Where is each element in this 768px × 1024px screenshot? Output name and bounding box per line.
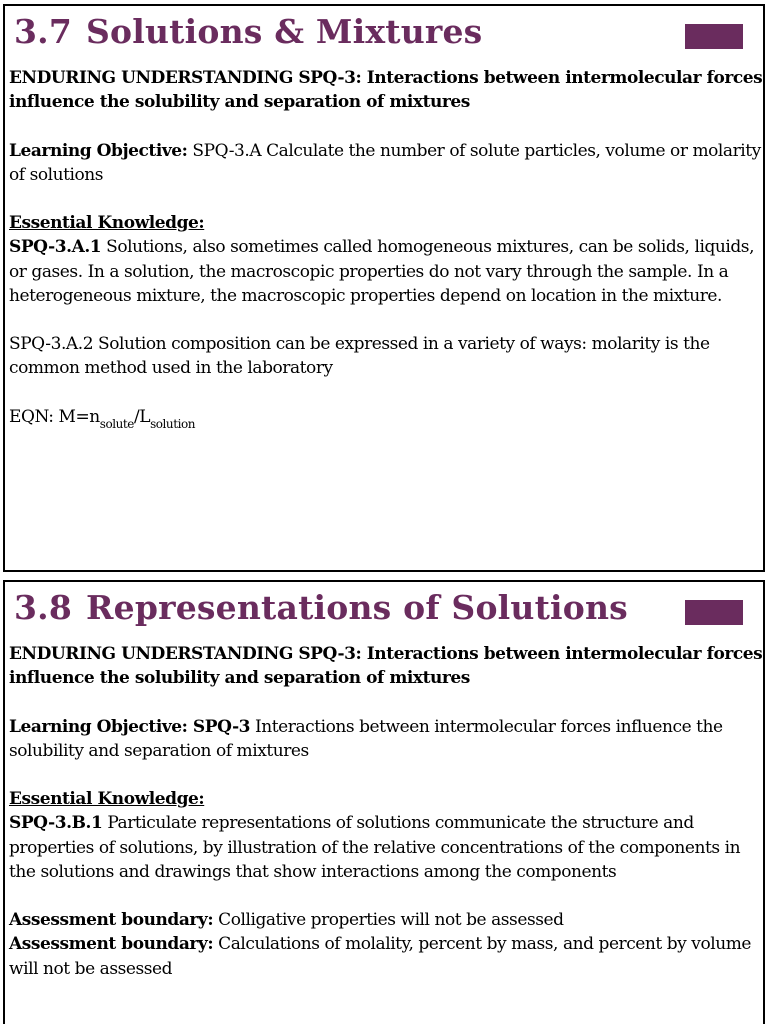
- learning-objective: [9, 139, 763, 187]
- ek-code: SPQ-3.A.1: [9, 237, 102, 258]
- slide-title: [14, 12, 482, 51]
- ek-text: Particulate representations of solutions communicate the structure and properties of solutions, by illustration of the relative concentrations of the components in the solutions and drawings that show interactions among the components: [9, 813, 741, 882]
- ek-text: Solutions, also sometimes called homogeneous mixtures, can be solids, liquids, or gases. In a solution, the macroscopic properties do not vary through the sample. In a heterogeneous mixture, the macroscopic properties depend on location in the mixture.: [9, 237, 755, 306]
- lo-label: Learning Objective:: [9, 140, 188, 161]
- accent-bar: [685, 24, 743, 49]
- assessment-boundary-1: [9, 908, 763, 932]
- essential-knowledge-heading: Essential Knowledge:: [9, 789, 205, 810]
- enduring-understanding: ENDURING UNDERSTANDING SPQ-3: Interactions between intermolecular forces influence the solubility and separation of mixtures: [9, 644, 763, 689]
- ab-label: Assessment boundary:: [9, 934, 214, 955]
- title-number: 3.7: [14, 12, 73, 51]
- accent-bar: [685, 600, 743, 625]
- ek-item-1: [9, 811, 763, 884]
- ek-code: SPQ-3.B.1: [9, 813, 103, 834]
- slide-3-8: [3, 580, 765, 1024]
- lo-label: Learning Objective:: [9, 716, 188, 737]
- title-text: Solutions & Mixtures: [86, 12, 483, 51]
- equation: EQN: $M=n_{solute}/L_{solution}$: [9, 406, 196, 431]
- learning-objective: [9, 715, 763, 763]
- ek-item-2: SPQ-3.A.2 Solution composition can be expressed in a variety of ways: molarity is the common method used in the laboratory: [9, 334, 710, 379]
- lo-text: Interactions between intermolecular forces influence the solubility and separation of mixtures: [9, 716, 723, 761]
- enduring-understanding: ENDURING UNDERSTANDING SPQ-3: Interactions between intermolecular forces influence the solubility and separation of mixtures: [9, 68, 763, 113]
- ab-text: Calculations of molality, percent by mass, and percent by volume will not be assessed: [9, 934, 751, 979]
- slide-content: [9, 642, 763, 981]
- slide-3-7: [3, 4, 765, 572]
- ek-item-1: [9, 235, 763, 308]
- ab-text: Colligative properties will not be assessed: [213, 910, 564, 931]
- slide-title: [14, 588, 628, 627]
- title-number: 3.8: [14, 588, 73, 627]
- ab-label: Assessment boundary:: [9, 910, 214, 931]
- title-text: Representations of Solutions: [86, 588, 628, 627]
- assessment-boundary-2: [9, 932, 763, 980]
- lo-text: SPQ-3.A Calculate the number of solute particles, volume or molarity of solutions: [9, 140, 761, 185]
- lo-code: SPQ-3: [187, 716, 251, 737]
- slide-content: [9, 66, 763, 429]
- essential-knowledge-heading: Essential Knowledge:: [9, 213, 205, 234]
